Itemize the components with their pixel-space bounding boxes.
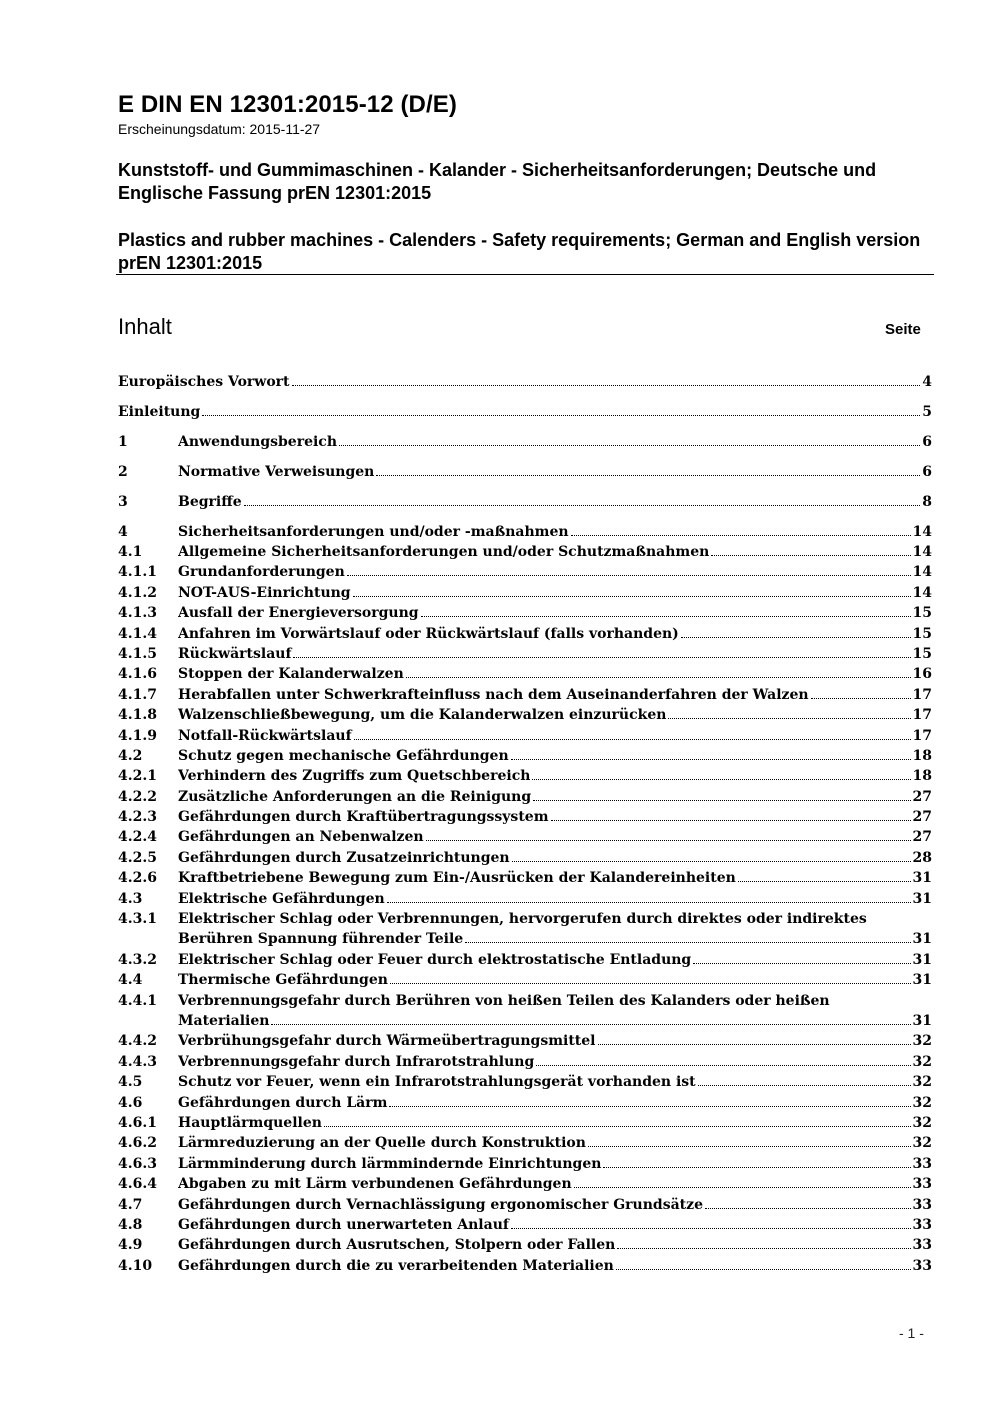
dot-leader bbox=[616, 1268, 911, 1270]
dot-leader bbox=[347, 574, 911, 576]
toc-entry-title: Gefährdungen durch die zu verarbeitenden Materialien bbox=[178, 1257, 614, 1274]
dot-leader bbox=[588, 1145, 911, 1147]
toc-entry-title: Gefährdungen durch Zusatzeinrichtungen bbox=[178, 849, 510, 866]
toc-entry-title: Lärmminderung durch lärmmindernde Einrichtungen bbox=[178, 1155, 602, 1172]
toc-entry[interactable] bbox=[118, 1031, 932, 1051]
dot-leader bbox=[698, 1084, 911, 1086]
toc-entry[interactable] bbox=[118, 807, 932, 827]
toc-entry-number: 4.1.6 bbox=[118, 666, 157, 683]
dot-leader bbox=[693, 962, 910, 964]
toc-entry[interactable] bbox=[118, 766, 932, 786]
toc-entry-number: 4.4.2 bbox=[118, 1033, 157, 1050]
toc-entry-number: 4.1.8 bbox=[118, 707, 157, 724]
toc-entry[interactable] bbox=[118, 909, 932, 950]
toc-entry[interactable] bbox=[118, 889, 932, 909]
toc-entry-number: 4.2.2 bbox=[118, 788, 157, 805]
toc-entry[interactable] bbox=[118, 624, 932, 644]
dot-leader bbox=[738, 880, 911, 882]
toc-entry-number: 4 bbox=[118, 524, 128, 540]
dot-leader bbox=[421, 615, 911, 617]
toc-entry-number: 4.1.5 bbox=[118, 645, 157, 662]
dot-leader bbox=[426, 839, 911, 841]
toc-entry-title: Gefährdungen an Nebenwalzen bbox=[178, 829, 424, 846]
toc-entry-title: Walzenschließbewegung, um die Kalanderwalzen einzurücken bbox=[178, 707, 667, 724]
toc-entry[interactable] bbox=[118, 1195, 932, 1215]
toc-entry-page: 14 bbox=[912, 544, 932, 560]
title-german: Kunststoff- und Gummimaschinen - Kalander - Sicherheitsanforderungen; Deutsche und Englische Fassung prEN 12301:2015 bbox=[118, 160, 877, 203]
toc-entry[interactable] bbox=[118, 726, 932, 746]
toc-entry-title: Schutz vor Feuer, wenn ein Infrarotstrahlungsgerät vorhanden ist bbox=[178, 1074, 696, 1091]
dot-leader bbox=[512, 860, 911, 862]
toc-entry[interactable] bbox=[118, 562, 932, 582]
toc-entry-page: 18 bbox=[912, 768, 932, 785]
toc-entry-title: Grundanforderungen bbox=[178, 564, 345, 581]
toc-entry-page: 32 bbox=[912, 1135, 932, 1152]
toc-entry-title: Lärmreduzierung an der Quelle durch Konstruktion bbox=[178, 1135, 586, 1152]
toc-entry-title: Elektrischer Schlag oder Feuer durch elektrostatische Entladung bbox=[178, 951, 692, 968]
toc-entry-number: 4.2.4 bbox=[118, 829, 157, 846]
toc-entry-number: 2 bbox=[118, 464, 128, 480]
toc-entry[interactable] bbox=[118, 432, 932, 452]
dot-leader bbox=[389, 1105, 910, 1107]
toc-entry-number: 4.4.3 bbox=[118, 1053, 157, 1070]
dot-leader bbox=[668, 717, 910, 719]
toc-entry-page: 33 bbox=[912, 1155, 932, 1172]
toc-entry[interactable] bbox=[118, 583, 932, 603]
toc-entry[interactable] bbox=[118, 685, 932, 705]
toc-entry-title: Gefährdungen durch Kraftübertragungssystem bbox=[178, 809, 549, 826]
dot-leader bbox=[339, 444, 920, 446]
toc-entry[interactable] bbox=[118, 664, 932, 684]
toc-entry[interactable] bbox=[118, 603, 932, 623]
dot-leader bbox=[711, 554, 910, 556]
dot-leader bbox=[390, 982, 911, 984]
toc-entry-title: Allgemeine Sicherheitsanforderungen und/oder Schutzmaßnahmen bbox=[178, 544, 710, 560]
dot-leader bbox=[811, 697, 911, 699]
toc-entry[interactable] bbox=[118, 402, 932, 422]
toc-entry-number: 4.5 bbox=[118, 1074, 143, 1091]
dot-leader bbox=[406, 676, 911, 678]
toc-entry-number: 1 bbox=[118, 434, 128, 450]
toc-entry-number: 4.1.3 bbox=[118, 605, 157, 622]
toc-entry-title: Anwendungsbereich bbox=[178, 434, 337, 450]
toc-entry-page: 17 bbox=[912, 727, 932, 744]
dot-leader bbox=[511, 1227, 911, 1229]
toc-entry-page: 27 bbox=[912, 829, 932, 846]
toc-entry-page: 15 bbox=[912, 625, 932, 642]
toc-entry-number: 4.1.2 bbox=[118, 584, 157, 601]
toc-entry-number: 4.3 bbox=[118, 890, 143, 907]
toc-entry[interactable] bbox=[118, 1052, 932, 1072]
toc-entry-page: 33 bbox=[912, 1176, 932, 1193]
toc-entry-number: 4.7 bbox=[118, 1196, 143, 1213]
toc-entry-title: Begriffe bbox=[178, 494, 242, 510]
dot-leader bbox=[387, 901, 911, 903]
toc-entry-number: 4.2.5 bbox=[118, 849, 157, 866]
toc-entry-page: 31 bbox=[912, 931, 932, 948]
toc-entry-title: Elektrische Gefährdungen bbox=[178, 890, 385, 907]
toc-entry-title: Sicherheitsanforderungen und/oder -maßnahmen bbox=[178, 524, 569, 540]
toc-entry-page: 31 bbox=[912, 951, 932, 968]
toc-entry[interactable] bbox=[118, 492, 932, 512]
dot-leader bbox=[271, 1023, 910, 1025]
dot-leader bbox=[598, 1043, 911, 1045]
toc-entry-page: 14 bbox=[912, 584, 932, 601]
toc-entry[interactable] bbox=[118, 827, 932, 847]
toc-entry[interactable] bbox=[118, 991, 932, 1032]
toc-entry[interactable] bbox=[118, 462, 932, 482]
toc-entry-number: 4.2 bbox=[118, 747, 143, 764]
toc-entry-title: Thermische Gefährdungen bbox=[178, 972, 388, 989]
toc-entry-page: 5 bbox=[922, 404, 932, 420]
toc-entry-number: 4.2.3 bbox=[118, 809, 157, 826]
toc-entry-page: 6 bbox=[922, 434, 932, 450]
toc-entry[interactable] bbox=[118, 950, 932, 970]
dot-leader bbox=[354, 738, 911, 740]
toc-entry-page: 14 bbox=[912, 524, 932, 540]
page-number: - 1 - bbox=[899, 1325, 924, 1341]
toc-entry-page: 17 bbox=[912, 686, 932, 703]
toc-entry-number: 4.1.1 bbox=[118, 564, 157, 581]
dot-leader bbox=[324, 1125, 911, 1127]
toc-heading: Inhalt bbox=[118, 314, 172, 339]
dot-leader bbox=[532, 778, 910, 780]
toc-entry-number: 4.1 bbox=[118, 544, 143, 560]
toc-entry-number: 4.6.3 bbox=[118, 1155, 157, 1172]
toc-entry-page: 33 bbox=[912, 1257, 932, 1274]
toc-entry-number: 4.3.1 bbox=[118, 911, 157, 928]
dot-leader bbox=[202, 414, 920, 416]
toc-entry[interactable] bbox=[118, 705, 932, 725]
toc-entry-title-continued: Materialien bbox=[178, 1013, 270, 1030]
toc-entry[interactable] bbox=[118, 868, 932, 888]
toc-entry-number: 4.3.2 bbox=[118, 951, 157, 968]
toc-entry[interactable] bbox=[118, 522, 932, 542]
toc-entry-number: 4.8 bbox=[118, 1216, 143, 1233]
header-divider bbox=[116, 274, 934, 275]
dot-leader bbox=[617, 1247, 910, 1249]
toc-entry[interactable] bbox=[118, 1256, 932, 1276]
toc-entry[interactable] bbox=[118, 970, 932, 990]
toc-entry-page: 32 bbox=[912, 1033, 932, 1050]
toc-entry-page: 4 bbox=[922, 374, 932, 390]
toc-entry-title: Hauptlärmquellen bbox=[178, 1114, 322, 1131]
dot-leader bbox=[511, 758, 911, 760]
toc-entry-page: 32 bbox=[912, 1114, 932, 1131]
toc-entry-title: Europäisches Vorwort bbox=[118, 374, 290, 390]
toc-entry-title: Gefährdungen durch Vernachlässigung ergonomischer Grundsätze bbox=[178, 1196, 703, 1213]
toc-entry[interactable] bbox=[118, 848, 932, 868]
toc-entry-title: Rückwärtslauf bbox=[178, 645, 292, 662]
toc-entry-title: Gefährdungen durch Ausrutschen, Stolpern oder Fallen bbox=[178, 1237, 616, 1254]
dot-leader bbox=[574, 1186, 911, 1188]
toc-entry-page: 15 bbox=[912, 645, 932, 662]
toc-entry-page: 14 bbox=[912, 564, 932, 581]
toc-entry-page: 15 bbox=[912, 605, 932, 622]
dot-leader bbox=[244, 504, 921, 506]
toc-entry-number: 4.10 bbox=[118, 1257, 153, 1274]
toc-entry-title: Gefährdungen durch Lärm bbox=[178, 1094, 388, 1111]
toc-entry-title: Verbrennungsgefahr durch Berühren von heißen Teilen des Kalanders oder heißen bbox=[178, 992, 830, 1009]
toc-entry-page: 27 bbox=[912, 788, 932, 805]
toc-entry-number: 4.1.4 bbox=[118, 625, 157, 642]
dot-leader bbox=[293, 656, 910, 658]
toc-entry-title: Ausfall der Energieversorgung bbox=[178, 605, 419, 622]
toc-entry[interactable] bbox=[118, 644, 932, 664]
dot-leader bbox=[571, 534, 911, 536]
toc-entry[interactable] bbox=[118, 1154, 932, 1174]
toc-entry[interactable] bbox=[118, 372, 932, 392]
toc-entry-number: 4.6.4 bbox=[118, 1176, 157, 1193]
toc-entry-number: 4.1.9 bbox=[118, 727, 157, 744]
toc-entry-page: 16 bbox=[912, 666, 932, 683]
toc-entry-number: 4.6.1 bbox=[118, 1114, 157, 1131]
toc-entry-page: 32 bbox=[912, 1053, 932, 1070]
toc-entry-page: 32 bbox=[912, 1074, 932, 1091]
toc-entry-page: 33 bbox=[912, 1237, 932, 1254]
toc-entry-title: Zusätzliche Anforderungen an die Reinigung bbox=[178, 788, 532, 805]
dot-leader bbox=[376, 474, 920, 476]
toc-entry-page: 31 bbox=[912, 972, 932, 989]
toc-entry-number: 4.1.7 bbox=[118, 686, 157, 703]
toc-entry-page: 32 bbox=[912, 1094, 932, 1111]
toc-entry[interactable] bbox=[118, 746, 932, 766]
toc-entry-page: 18 bbox=[912, 747, 932, 764]
toc-entry-number: 4.6.2 bbox=[118, 1135, 157, 1152]
toc-entry[interactable] bbox=[118, 1174, 932, 1194]
dot-leader bbox=[533, 799, 910, 801]
toc-entry-number: 4.2.1 bbox=[118, 768, 157, 785]
toc-entry-title: Gefährdungen durch unerwarteten Anlauf bbox=[178, 1216, 509, 1233]
dot-leader bbox=[681, 636, 911, 638]
toc-entry-page: 31 bbox=[912, 1013, 932, 1030]
toc-entry-title: NOT-AUS-Einrichtung bbox=[178, 584, 351, 601]
toc-entry-title: Kraftbetriebene Bewegung zum Ein-/Ausrücken der Kalandereinheiten bbox=[178, 870, 736, 887]
toc-entry-page: 27 bbox=[912, 809, 932, 826]
toc-entry[interactable] bbox=[118, 542, 932, 562]
toc-entry-title: Verbrennungsgefahr durch Infrarotstrahlung bbox=[178, 1053, 535, 1070]
toc-entry-page: 6 bbox=[922, 464, 932, 480]
toc-entry[interactable] bbox=[118, 1133, 932, 1153]
toc-entry-title: Abgaben zu mit Lärm verbundenen Gefährdungen bbox=[178, 1176, 572, 1193]
toc-entry[interactable] bbox=[118, 1093, 932, 1113]
toc-page-column-label: Seite bbox=[885, 321, 921, 338]
toc-entry-page: 28 bbox=[912, 849, 932, 866]
toc-entry[interactable] bbox=[118, 1072, 932, 1092]
toc-entry-title: Einleitung bbox=[118, 404, 201, 420]
toc-entry-number: 4.2.6 bbox=[118, 870, 157, 887]
toc-entry-title: Herabfallen unter Schwerkrafteinfluss nach dem Auseinanderfahren der Walzen bbox=[178, 686, 809, 703]
toc-entry-page: 8 bbox=[922, 494, 932, 510]
toc-entry-title: Notfall-Rückwärtslauf bbox=[178, 727, 352, 744]
toc-entry-title: Normative Verweisungen bbox=[178, 464, 375, 480]
toc-entry-number: 4.4.1 bbox=[118, 992, 157, 1009]
toc-entry-title: Verhindern des Zugriffs zum Quetschbereich bbox=[178, 768, 531, 785]
toc-entry-number: 3 bbox=[118, 494, 128, 510]
toc-entry-page: 17 bbox=[912, 707, 932, 724]
table-of-contents bbox=[118, 372, 932, 1276]
toc-entry-title: Schutz gegen mechanische Gefährdungen bbox=[178, 747, 509, 764]
toc-entry-title: Elektrischer Schlag oder Verbrennungen, hervorgerufen durch direktes oder indirektes bbox=[178, 911, 867, 928]
dot-leader bbox=[353, 595, 911, 597]
toc-entry[interactable] bbox=[118, 787, 932, 807]
dot-leader bbox=[465, 941, 910, 943]
toc-entry-page: 31 bbox=[912, 890, 932, 907]
toc-entry[interactable] bbox=[118, 1235, 932, 1255]
toc-entry[interactable] bbox=[118, 1215, 932, 1235]
toc-entry-number: 4.4 bbox=[118, 972, 143, 989]
toc-entry-page: 33 bbox=[912, 1196, 932, 1213]
toc-entry-page: 31 bbox=[912, 870, 932, 887]
dot-leader bbox=[292, 384, 921, 386]
dot-leader bbox=[551, 819, 911, 821]
title-english: Plastics and rubber machines - Calenders - Safety requirements; German and English version prEN 12301:2015 bbox=[118, 230, 921, 273]
dot-leader bbox=[603, 1166, 910, 1168]
toc-entry-title-continued: Berühren Spannung führender Teile bbox=[178, 931, 464, 948]
dot-leader bbox=[705, 1207, 911, 1209]
toc-entry-title: Verbrühungsgefahr durch Wärmeübertragungsmittel bbox=[178, 1033, 596, 1050]
publication-date: Erscheinungsdatum: 2015-11-27 bbox=[118, 121, 321, 137]
toc-entry-number: 4.9 bbox=[118, 1237, 143, 1254]
toc-entry-number: 4.6 bbox=[118, 1094, 143, 1111]
standard-designation: E DIN EN 12301:2015-12 (D/E) bbox=[118, 91, 457, 118]
toc-entry-title: Anfahren im Vorwärtslauf oder Rückwärtslauf (falls vorhanden) bbox=[178, 625, 679, 642]
toc-entry[interactable] bbox=[118, 1113, 932, 1133]
toc-entry-title: Stoppen der Kalanderwalzen bbox=[178, 666, 404, 683]
dot-leader bbox=[536, 1064, 910, 1066]
toc-entry-page: 33 bbox=[912, 1216, 932, 1233]
